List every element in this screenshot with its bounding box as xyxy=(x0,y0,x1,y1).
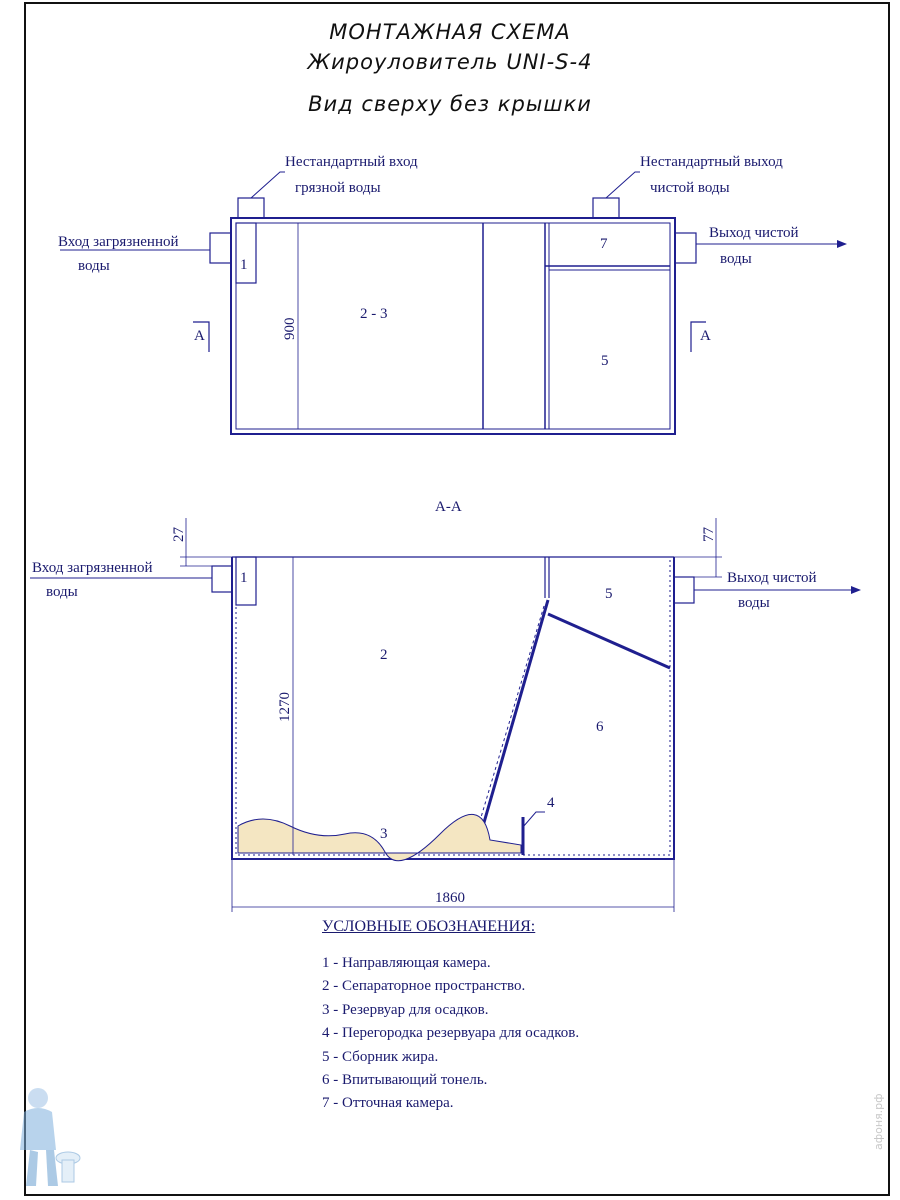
view-caption: Вид сверху без крышки xyxy=(308,92,592,116)
section-mark-a-right: A xyxy=(700,328,711,344)
plumber-logo xyxy=(20,1088,80,1186)
leader-zone-4 xyxy=(523,812,545,827)
legend-item: 2 - Сепараторное пространство. xyxy=(322,978,526,995)
section-zone-3: 3 xyxy=(380,826,388,842)
label-nonstd-outlet-2: чистой воды xyxy=(650,180,730,196)
legend-list xyxy=(322,952,579,1116)
section-title: A-A xyxy=(435,499,462,515)
legend-item: 5 - Сборник жира. xyxy=(322,1048,439,1065)
dim-1270: 1270 xyxy=(277,692,293,722)
section-zone-2: 2 xyxy=(380,647,388,663)
inclined-partition xyxy=(483,600,548,826)
section-outer-wall xyxy=(232,557,674,859)
top-nonstd-inlet-pipe xyxy=(238,198,264,218)
product-name: Жироуловитель UNI-S-4 xyxy=(307,50,593,74)
grease-plate xyxy=(548,614,670,668)
top-zone-23: 2 - 3 xyxy=(360,306,388,322)
top-zone-1: 1 xyxy=(240,257,248,273)
leader-nonstd-outlet xyxy=(606,172,640,198)
inclined-partition-hatch xyxy=(479,606,544,824)
legend-item: 6 - Впитывающий тонель. xyxy=(322,1072,488,1089)
section-zone-4: 4 xyxy=(547,795,555,811)
leader-nonstd-inlet xyxy=(251,172,285,198)
section-outlet-pipe xyxy=(674,577,694,603)
label-inlet-1: Вход загрязненной xyxy=(58,234,179,250)
dim-77: 77 xyxy=(701,527,717,542)
legend-item: 4 - Перегородка резервуара для осадков. xyxy=(322,1025,580,1042)
section-zone-1: 1 xyxy=(240,570,248,586)
label-outlet-1: Выход чистой xyxy=(709,225,799,241)
top-zone-5: 5 xyxy=(601,353,609,369)
section-label-inlet-1: Вход загрязненной xyxy=(32,560,153,576)
section-label-outlet-2: воды xyxy=(738,595,770,611)
section-inlet-pipe xyxy=(212,566,232,592)
section-label-outlet-1: Выход чистой xyxy=(727,570,817,586)
dim-900: 900 xyxy=(282,317,298,340)
section-mark-a-left: A xyxy=(194,328,205,344)
label-nonstd-outlet-1: Нестандартный выход xyxy=(640,154,783,170)
dim-27: 27 xyxy=(171,527,187,542)
legend xyxy=(322,918,579,1116)
top-tank-inner xyxy=(236,223,670,429)
legend-title: УСЛОВНЫЕ ОБОЗНАЧЕНИЯ: xyxy=(322,918,536,935)
page-title: МОНТАЖНАЯ СХЕМА xyxy=(329,20,571,44)
top-view xyxy=(60,172,846,434)
legend-item: 3 - Резервуар для осадков. xyxy=(322,1001,489,1018)
top-zone-7: 7 xyxy=(600,236,608,252)
section-label-inlet-2: воды xyxy=(46,584,78,600)
top-view-labels xyxy=(58,154,799,369)
top-inlet-pipe xyxy=(210,233,231,263)
top-outlet-pipe xyxy=(675,233,696,263)
label-inlet-2: воды xyxy=(78,258,110,274)
label-outlet-2: воды xyxy=(720,251,752,267)
section-zone-5: 5 xyxy=(605,586,613,602)
top-nonstd-outlet-pipe xyxy=(593,198,619,218)
chamber-1 xyxy=(236,223,256,283)
label-nonstd-inlet-1: Нестандартный вход xyxy=(285,154,418,170)
legend-item: 1 - Направляющая камера. xyxy=(322,955,491,971)
section-zone-6: 6 xyxy=(596,719,604,735)
dim-1860: 1860 xyxy=(435,890,465,906)
label-nonstd-inlet-2: грязной воды xyxy=(295,180,381,196)
legend-item: 7 - Отточная камера. xyxy=(322,1095,454,1112)
watermark: афоня.рф xyxy=(872,1093,885,1150)
